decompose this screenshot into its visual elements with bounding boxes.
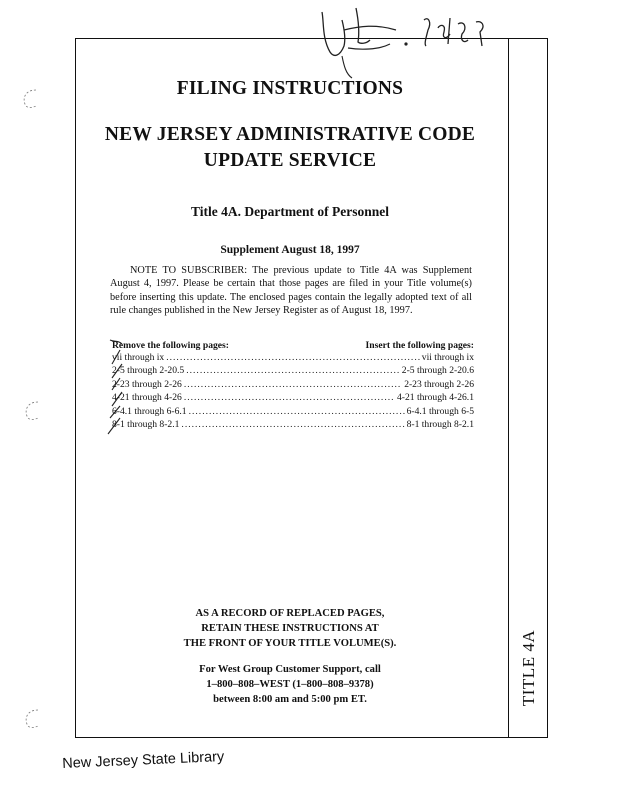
insert-heading: Insert the following pages: (365, 340, 474, 351)
list-item (112, 392, 474, 405)
insert-pages: 4-21 through 4-26.1 (396, 392, 474, 404)
record-line: AS A RECORD OF REPLACED PAGES, (195, 608, 385, 619)
list-item (112, 406, 474, 419)
department-heading: Title 4A. Department of Personnel (190, 204, 390, 219)
library-stamp: New Jersey State Library (62, 748, 225, 772)
document-title: FILING INSTRUCTIONS (176, 78, 404, 99)
remove-heading: Remove the following pages: (112, 340, 229, 351)
list-item (112, 352, 474, 365)
dot-leader (166, 352, 420, 363)
insert-pages: 8-1 through 8-2.1 (406, 418, 474, 430)
record-line: RETAIN THESE INSTRUCTIONS AT (201, 623, 379, 634)
punch-hole-mark (18, 86, 42, 110)
dot-leader (184, 392, 395, 403)
record-line: THE FRONT OF YOUR TITLE VOLUME(S). (183, 638, 397, 649)
subtitle-line: UPDATE SERVICE (203, 150, 377, 171)
subscriber-note: NOTE TO SUBSCRIBER: The previous update to Title 4A was Supplement August 4, 1997. Please be certain that those pages are filed in your Title volume(s) before inserting this update. The enclosed pages contain the legally adopted text of all rule changes published in the New Jersey Register as of August 18, 1997. (110, 265, 472, 316)
support-line: 1–800–808–WEST (1–800–808–9378) (206, 679, 374, 690)
support-line: For West Group Customer Support, call (199, 664, 381, 675)
remove-pages: 4-21 through 4-26 (112, 392, 182, 404)
insert-pages: 2-23 through 2-26 (404, 378, 474, 390)
supplement-date: Supplement August 18, 1997 (220, 244, 360, 256)
list-item (112, 365, 474, 378)
tab-label-text: TITLE 4A (519, 629, 539, 707)
dot-leader (181, 419, 404, 430)
tab-divider (508, 38, 509, 738)
remove-pages: 2-5 through 2-20.5 (112, 365, 185, 377)
dot-leader (184, 379, 402, 390)
tab-label (512, 628, 546, 708)
list-item (112, 379, 474, 392)
handwritten-initials (300, 0, 540, 80)
insert-pages: vii through ix (421, 352, 474, 363)
remove-pages: 6-4.1 through 6-6.1 (112, 405, 187, 417)
pages-list-header (112, 340, 474, 351)
support-line: between 8:00 am and 5:00 pm ET. (213, 694, 367, 705)
list-item (112, 419, 474, 432)
dot-leader (189, 406, 405, 417)
insert-pages: 6-4.1 through 6-5 (406, 405, 474, 417)
customer-support (90, 662, 490, 707)
record-notice (90, 606, 490, 651)
remove-pages: 8-1 through 8-2.1 (112, 418, 180, 430)
punch-hole-mark (20, 706, 44, 730)
pages-list (112, 352, 474, 432)
insert-pages: 2-5 through 2-20.6 (401, 365, 474, 377)
subtitle-line: NEW JERSEY ADMINISTRATIVE CODE (104, 124, 476, 145)
remove-pages: 2-23 through 2-26 (112, 378, 182, 390)
punch-hole-mark (20, 398, 44, 422)
document-subtitle (90, 122, 490, 174)
dot-leader (186, 365, 400, 376)
remove-pages: vii through ix (112, 352, 165, 363)
